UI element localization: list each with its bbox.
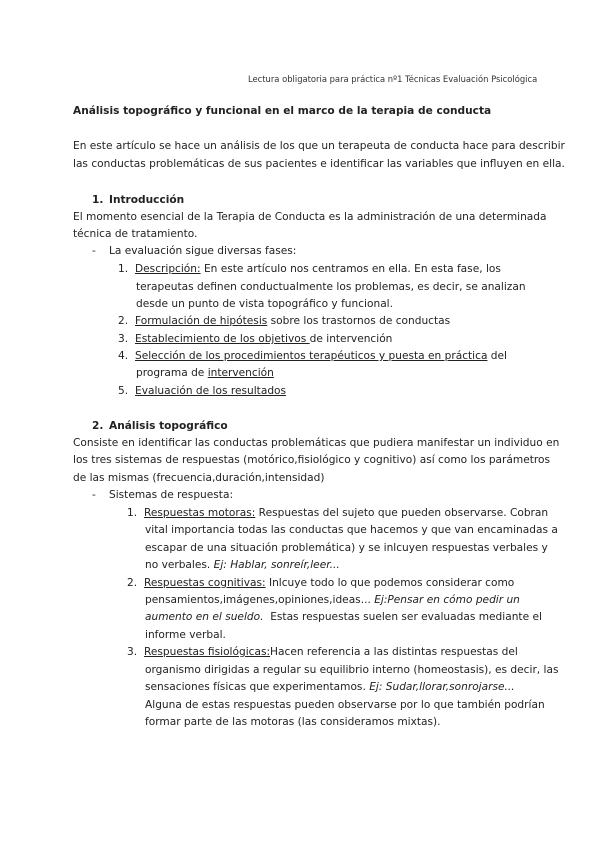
item-continuation: terapeutas definen conductualmente los problemas, es decir, se analizan <box>136 281 526 293</box>
item-continuation <box>145 557 340 574</box>
page-header: Lectura obligatoria para práctica nº1 Técnicas Evaluación Psicológica <box>248 74 538 84</box>
item-continuation: Alguna de estas respuestas pueden observarse por lo que también podrían <box>145 699 545 711</box>
dash-bullet: - <box>92 245 96 257</box>
list-item <box>118 348 507 365</box>
item-number: 4. <box>118 350 129 362</box>
section-title: Análisis topográfico <box>109 420 228 432</box>
item-example: aumento en el sueldo. <box>145 611 264 623</box>
section-title: Introducción <box>109 194 185 206</box>
item-text: En este artículo nos centramos en ella. En esta fase, los <box>200 263 501 275</box>
item-label: Respuestas fisiológicas: <box>144 646 271 658</box>
dash-bullet: - <box>92 489 96 501</box>
list-item <box>118 383 286 400</box>
item-continuation: desde un punto de vista topográfico y funcional. <box>136 298 393 310</box>
item-text: Estas respuestas suelen ser evaluadas mediante el <box>263 611 542 623</box>
item-text: sensaciones físicas que experimentamos. <box>145 681 370 693</box>
item-number: 2. <box>127 577 138 589</box>
item-label: Respuestas cognitivas: <box>144 577 266 589</box>
paragraph-line: El momento esencial de la Terapia de Conducta es la administración de una determinada <box>73 211 547 223</box>
item-label: Respuestas motoras: <box>144 507 256 519</box>
item-number: 1. <box>127 507 138 519</box>
item-text: programa de <box>136 367 208 379</box>
item-number: 1. <box>118 263 129 275</box>
item-continuation <box>145 679 515 696</box>
item-continuation: escapar de una situación problemática) y se inlcuyen respuestas verbales y <box>145 542 548 554</box>
section-number: 1. <box>92 194 104 206</box>
item-continuation: formar parte de las motoras (las consideramos mixtas). <box>145 716 441 728</box>
paragraph-line: de las mismas (frecuencia,duración,intensidad) <box>73 472 325 484</box>
list-item <box>127 505 548 522</box>
item-label: Formulación de hipótesis <box>135 315 268 327</box>
list-item <box>127 575 514 592</box>
section-heading <box>92 192 184 209</box>
item-continuation <box>145 592 520 609</box>
item-label: intervención <box>207 367 274 379</box>
paragraph-line: Consiste en identificar las conductas problemáticas que pudiera manifestar un individuo en <box>73 437 560 449</box>
item-label: Descripción: <box>135 263 201 275</box>
item-text: de intervención <box>309 333 393 345</box>
bullet-text: La evaluación sigue diversas fases: <box>109 245 297 257</box>
intro-line: En este artículo se hace un análisis de los que un terapeuta de conducta hace para describir <box>73 140 565 152</box>
item-label: Selección de los procedimientos terapéuticos y puesta en práctica <box>135 350 488 362</box>
section-heading <box>92 418 228 435</box>
list-item <box>118 261 501 278</box>
intro-line: las conductas problemáticas de sus pacientes e identificar las variables que influyen en ella. <box>73 158 565 170</box>
item-text: del <box>487 350 507 362</box>
item-continuation: vital importancia todas las conductas que hacemos y que van encaminadas a <box>145 524 558 536</box>
document-title: Análisis topográfico y funcional en el marco de la terapia de conducta <box>73 105 492 117</box>
item-text: Hacen referencia a las distintas respuestas del <box>270 646 518 658</box>
item-number: 2. <box>118 315 129 327</box>
item-example: Ej: Hablar, sonreír,leer... <box>213 559 340 571</box>
item-text: sobre los trastornos de conductas <box>267 315 451 327</box>
item-text: pensamientos,imágenes,opiniones,ideas... <box>145 594 375 606</box>
item-continuation: organismo dirigidas a regular su equilibrio interno (homeostasis), es decir, las <box>145 664 559 676</box>
list-item <box>118 313 450 330</box>
list-item <box>127 644 518 661</box>
item-number: 5. <box>118 385 129 397</box>
item-text: no verbales. <box>145 559 214 571</box>
item-continuation <box>145 609 542 626</box>
list-item <box>118 331 392 348</box>
item-text: Inlcuye todo lo que podemos considerar como <box>265 577 515 589</box>
item-number: 3. <box>127 646 138 658</box>
item-example: Ej: Sudar,llorar,sonrojarse... <box>369 681 515 693</box>
item-number: 3. <box>118 333 129 345</box>
item-continuation <box>136 365 274 382</box>
paragraph-line: los tres sistemas de respuestas (motórico,fisiológico y cognitivo) así como los parámetros <box>73 454 551 466</box>
item-text: Respuestas del sujeto que pueden observarse. Cobran <box>255 507 549 519</box>
item-continuation: informe verbal. <box>145 629 226 641</box>
item-label: Evaluación de los resultados <box>135 385 287 397</box>
item-example: Ej:Pensar en cómo pedir un <box>374 594 520 606</box>
item-label: Establecimiento de los objetivos <box>135 333 310 345</box>
bullet-text: Sistemas de respuesta: <box>109 489 234 501</box>
section-number: 2. <box>92 420 104 432</box>
paragraph-line: técnica de tratamiento. <box>73 228 198 240</box>
